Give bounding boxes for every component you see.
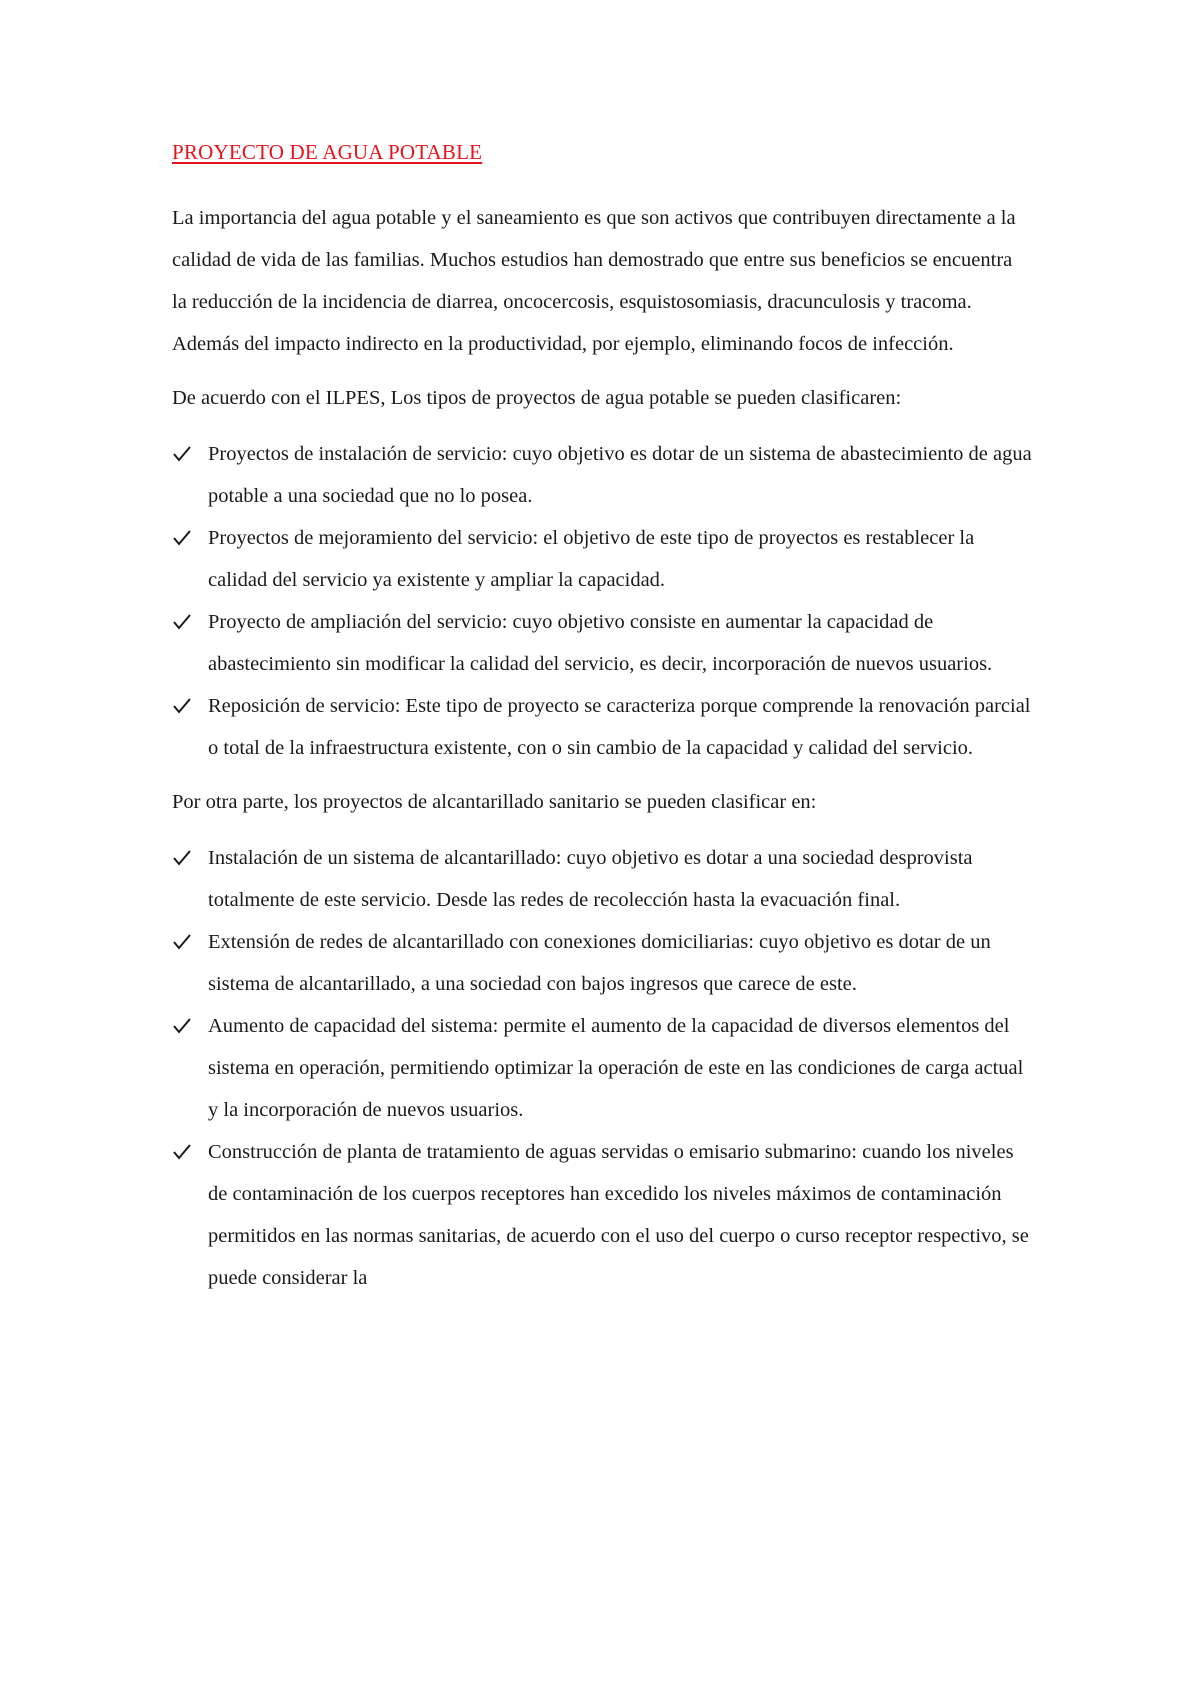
- list-item-text: Aumento de capacidad del sistema: permite el aumento de la capacidad de diversos elementos del sistema en operación, permitiendo optimizar la operación de este en las condiciones de carga actual y la incorporación de nuevos usuarios.: [208, 1015, 1024, 1121]
- sewer-project-list: [172, 837, 1032, 1299]
- list-item-text: Reposición de servicio: Este tipo de proyecto se caracteriza porque comprende la renovación parcial o total de la infraestructura existente, con o sin cambio de la capacidad y calidad del servicio.: [208, 695, 1031, 759]
- document-page: [172, 140, 1032, 1311]
- list-item: [172, 1131, 1032, 1299]
- check-mark-icon: [172, 433, 196, 475]
- check-mark-icon: [172, 685, 196, 727]
- list-item-text: Proyecto de ampliación del servicio: cuyo objetivo consiste en aumentar la capacidad de abastecimiento sin modificar la calidad del servicio, es decir, incorporación de nuevos usuarios.: [208, 611, 993, 675]
- list-item-text: Instalación de un sistema de alcantarillado: cuyo objetivo es dotar a una sociedad desprovista totalmente de este servicio. Desde las redes de recolección hasta la evacuación final.: [208, 847, 973, 911]
- check-mark-icon: [172, 1131, 196, 1173]
- list-item: [172, 837, 1032, 921]
- list-item: [172, 601, 1032, 685]
- list-item: [172, 921, 1032, 1005]
- list-item: [172, 685, 1032, 769]
- water-classification-intro: De acuerdo con el ILPES, Los tipos de proyectos de agua potable se pueden clasificaren:: [172, 387, 902, 409]
- water-project-list: [172, 433, 1032, 769]
- check-mark-icon: [172, 837, 196, 879]
- document-title: PROYECTO DE AGUA POTABLE: [172, 140, 483, 164]
- list-item: [172, 1005, 1032, 1131]
- check-mark-icon: [172, 921, 196, 963]
- intro-paragraph: La importancia del agua potable y el saneamiento es que son activos que contribuyen directamente a la calidad de vida de las familias. Muchos estudios han demostrado que entre sus beneficios se encuentra la reducción de la incidencia de diarrea, oncocercosis, esquistosomiasis, dracunculosis y tracoma. Además del impacto indirecto en la productividad, por ejemplo, eliminando focos de infección.: [172, 207, 1016, 355]
- check-mark-icon: [172, 1005, 196, 1047]
- sewer-classification-intro: Por otra parte, los proyectos de alcantarillado sanitario se pueden clasificar en:: [172, 791, 817, 813]
- check-mark-icon: [172, 517, 196, 559]
- check-mark-icon: [172, 601, 196, 643]
- list-item: [172, 433, 1032, 517]
- list-item-text: Extensión de redes de alcantarillado con conexiones domiciliarias: cuyo objetivo es dotar de un sistema de alcantarillado, a una sociedad con bajos ingresos que carece de este.: [208, 931, 991, 995]
- list-item-text: Construcción de planta de tratamiento de aguas servidas o emisario submarino: cuando los niveles de contaminación de los cuerpos receptores han excedido los niveles máximos de contaminación permitidos en las normas sanitarias, de acuerdo con el uso del cuerpo o curso receptor respectivo, se puede considerar la: [208, 1141, 1029, 1289]
- list-item-text: Proyectos de instalación de servicio: cuyo objetivo es dotar de un sistema de abastecimiento de agua potable a una sociedad que no lo posea.: [208, 443, 1032, 507]
- list-item: [172, 517, 1032, 601]
- list-item-text: Proyectos de mejoramiento del servicio: el objetivo de este tipo de proyectos es restablecer la calidad del servicio ya existente y ampliar la capacidad.: [208, 527, 975, 591]
